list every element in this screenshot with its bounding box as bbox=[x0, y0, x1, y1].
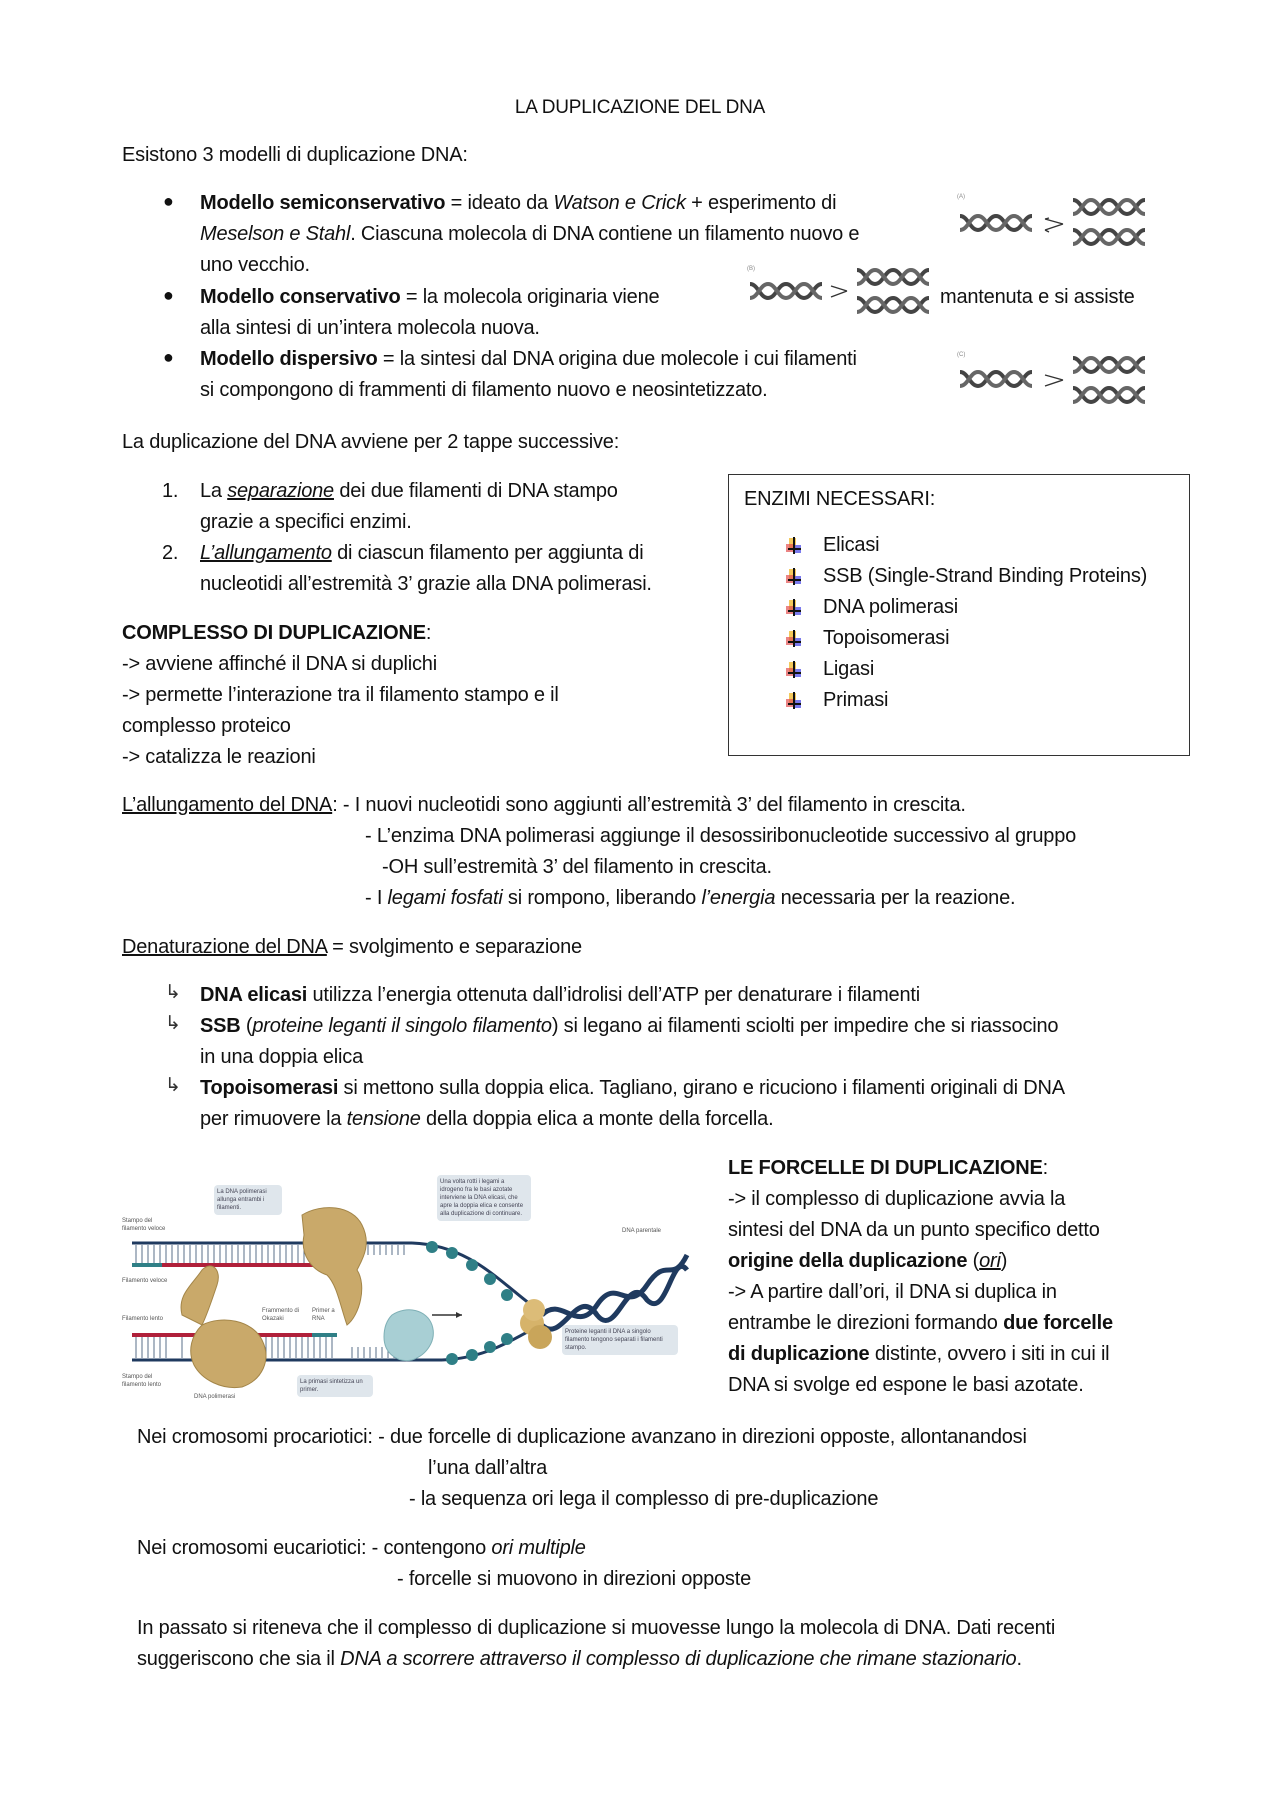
conclusion-line1: In passato si riteneva che il complesso di duplicazione si muovesse lungo la molecola di DNA. Dati recenti bbox=[137, 1617, 1056, 1639]
forks-line: entrambe le direzioni formando due forcelle bbox=[728, 1312, 1113, 1334]
denaturation-item-topoisomerase-line2: per rimuovere la tensione della doppia elica a monte della forcella. bbox=[200, 1108, 774, 1130]
denaturation-item-ssb: SSB (proteine leganti il singolo filamento) si legano ai filamenti sciolti per impedire che si riassocino bbox=[200, 1015, 1059, 1037]
eukaryotes-line1: Nei cromosomi eucariotici: - contengono ori multiple bbox=[137, 1537, 586, 1559]
prokaryotes-line3: - la sequenza ori lega il complesso di pre-duplicazione bbox=[409, 1488, 879, 1510]
arrow-down-bullet-icon bbox=[785, 537, 803, 555]
conclusion-line2: suggeriscono che sia il DNA a scorrere attraverso il complesso di duplicazione che rimane stazionario. bbox=[137, 1648, 1022, 1670]
prokaryotes-line1: Nei cromosomi procariotici: - due forcelle di duplicazione avanzano in direzioni opposte, allontanandosi bbox=[137, 1426, 1027, 1448]
label-primer: Primer a RNA bbox=[312, 1308, 335, 1322]
complex-line: complesso proteico bbox=[122, 715, 291, 737]
bullet-icon: ● bbox=[163, 347, 174, 367]
enzyme-item: Primasi bbox=[823, 689, 889, 711]
forks-heading: LE FORCELLE DI DUPLICAZIONE: bbox=[728, 1157, 1048, 1179]
forks-line: DNA si svolge ed espone le basi azotate. bbox=[728, 1374, 1084, 1396]
model-conservative-line1-cont: mantenuta e si assiste bbox=[940, 286, 1135, 308]
complex-line: -> permette l’interazione tra il filamento stampo e il bbox=[122, 684, 559, 706]
step-2-line1: L’allungamento di ciascun filamento per aggiunta di bbox=[200, 542, 644, 564]
semiconservative-helix-figure bbox=[955, 188, 1165, 258]
forks-line: -> A partire dall’ori, il DNA si duplica in bbox=[728, 1281, 1057, 1303]
model-semiconservative-line3: uno vecchio. bbox=[200, 254, 310, 276]
label-lagging-strand: Filamento lento bbox=[122, 1316, 164, 1322]
elongation-line4: - I legami fosfati si rompono, liberando l’energia necessaria per la reazione. bbox=[365, 887, 1016, 909]
arrow-down-bullet-icon bbox=[785, 692, 803, 710]
denaturation-heading: Denaturazione del DNA = svolgimento e separazione bbox=[122, 936, 582, 958]
callout-ssb: Proteine leganti il DNA a singolo filamento tengono separati i filamenti stampo. bbox=[562, 1325, 678, 1355]
arrow-down-bullet-icon bbox=[785, 568, 803, 586]
conservative-helix-figure bbox=[745, 262, 940, 324]
intro-text: Esistono 3 modelli di duplicazione DNA: bbox=[122, 144, 468, 166]
enzymes-heading: ENZIMI NECESSARI: bbox=[744, 488, 936, 510]
label-parental: DNA parentale bbox=[622, 1228, 662, 1234]
label-okazaki: Frammento di Okazaki bbox=[262, 1308, 300, 1322]
model-dispersive-line2: si compongono di frammenti di filamento nuovo e neosintetizzato. bbox=[200, 379, 768, 401]
elongation-line2: - L’enzima DNA polimerasi aggiunge il desossiribonucleotide successivo al gruppo bbox=[365, 825, 1077, 847]
denaturation-item-helicase: DNA elicasi utilizza l’energia ottenuta dall’idrolisi dell’ATP per denaturare i filamenti bbox=[200, 984, 920, 1006]
enzyme-item: SSB (Single-Strand Binding Proteins) bbox=[823, 565, 1148, 587]
bullet-icon: ● bbox=[163, 285, 174, 305]
model-conservative-line2: alla sintesi di un’intera molecola nuova. bbox=[200, 317, 540, 339]
label-pol-bottom: DNA polimerasi bbox=[194, 1394, 236, 1400]
complex-line: -> avviene affinché il DNA si duplichi bbox=[122, 653, 437, 675]
enzyme-item: Topoisomerasi bbox=[823, 627, 950, 649]
label-lagging-template: Stampo del filamento lento bbox=[122, 1374, 162, 1388]
steps-intro: La duplicazione del DNA avviene per 2 tappe successive: bbox=[122, 431, 620, 453]
denaturation-item-ssb-line2: in una doppia elica bbox=[200, 1046, 363, 1068]
replication-fork-figure bbox=[122, 1175, 706, 1410]
svg-text:(B): (B) bbox=[747, 266, 755, 272]
elongation-line3: -OH sull’estremità 3’ del filamento in crescita. bbox=[382, 856, 772, 878]
denaturation-item-topoisomerase: Topoisomerasi si mettono sulla doppia elica. Tagliano, girano e ricuciono i filamenti originali di DNA bbox=[200, 1077, 1065, 1099]
forks-line: sintesi del DNA da un punto specifico detto bbox=[728, 1219, 1100, 1241]
hook-arrow-icon: ↳ bbox=[165, 1075, 181, 1096]
dispersive-helix-figure bbox=[955, 348, 1165, 418]
step-number: 1. bbox=[162, 480, 179, 502]
bullet-icon: ● bbox=[163, 191, 174, 211]
step-number: 2. bbox=[162, 542, 179, 564]
arrow-down-bullet-icon bbox=[785, 661, 803, 679]
complex-heading: COMPLESSO DI DUPLICAZIONE: bbox=[122, 622, 432, 644]
step-1-line2: grazie a specifici enzimi. bbox=[200, 511, 412, 533]
forks-line: origine della duplicazione (ori) bbox=[728, 1250, 1008, 1272]
step-1-line1: La separazione dei due filamenti di DNA stampo bbox=[200, 480, 618, 502]
svg-text:(A): (A) bbox=[957, 194, 965, 200]
forks-line: -> il complesso di duplicazione avvia la bbox=[728, 1188, 1066, 1210]
prokaryotes-line2: l’una dall’altra bbox=[428, 1457, 548, 1479]
arrow-down-bullet-icon bbox=[785, 630, 803, 648]
model-semiconservative-line2: Meselson e Stahl. Ciascuna molecola di DNA contiene un filamento nuovo e bbox=[200, 223, 860, 245]
svg-text:(C): (C) bbox=[957, 352, 966, 358]
eukaryotes-line2: - forcelle si muovono in direzioni opposte bbox=[397, 1568, 752, 1590]
model-conservative-line1: Modello conservativo = la molecola originaria viene bbox=[200, 286, 660, 308]
enzyme-item: Ligasi bbox=[823, 658, 875, 680]
model-dispersive-line1: Modello dispersivo = la sintesi dal DNA origina due molecole i cui filamenti bbox=[200, 348, 857, 370]
hook-arrow-icon: ↳ bbox=[165, 1013, 181, 1034]
label-leading-template: Stampo del filamento veloce bbox=[122, 1218, 166, 1232]
hook-arrow-icon: ↳ bbox=[165, 982, 181, 1003]
complex-line: -> catalizza le reazioni bbox=[122, 746, 316, 768]
forks-line: di duplicazione distinte, ovvero i siti in cui il bbox=[728, 1343, 1110, 1365]
label-leading-strand: Filamento veloce bbox=[122, 1278, 168, 1284]
callout-polymerase: La DNA polimerasi allunga entrambi i filamenti. bbox=[214, 1185, 282, 1215]
model-semiconservative-line1: Modello semiconservativo = ideato da Watson e Crick + esperimento di bbox=[200, 192, 837, 214]
callout-helicase: Una volta rotti i legami a idrogeno fra le basi azotate interviene la DNA elicasi, che apre la doppia elica e consente alla duplicazione di continuare. bbox=[437, 1175, 531, 1221]
arrow-down-bullet-icon bbox=[785, 599, 803, 617]
callout-primase: La primasi sintetizza un primer. bbox=[297, 1375, 373, 1397]
page-title: LA DUPLICAZIONE DEL DNA bbox=[514, 97, 766, 118]
elongation-line1: L’allungamento del DNA: - I nuovi nucleotidi sono aggiunti all’estremità 3’ del filamento in crescita. bbox=[122, 794, 966, 816]
enzyme-item: DNA polimerasi bbox=[823, 596, 959, 618]
enzyme-item: Elicasi bbox=[823, 534, 880, 556]
step-2-line2: nucleotidi all’estremità 3’ grazie alla DNA polimerasi. bbox=[200, 573, 652, 595]
